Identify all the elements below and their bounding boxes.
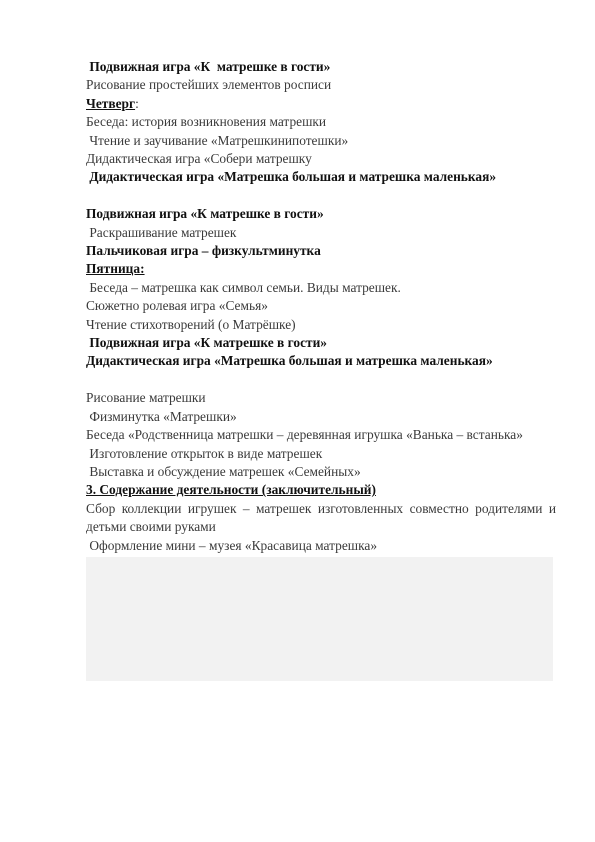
- activity-outdoor-game: Подвижная игра «К матрешке в гости»: [86, 206, 324, 222]
- document-body: [86, 58, 560, 573]
- activity-collection: Сбор коллекции игрушек – матрешек изготовленных совместно родителями и детьми своими руками: [86, 500, 560, 535]
- activity-drawing-elements: Рисование простейших элементов росписи: [86, 77, 332, 93]
- blank-line: [86, 187, 556, 205]
- activity-reading-poems: Чтение стихотворений (о Матрёшке): [86, 316, 296, 332]
- activity-didactic-big-small: Дидактическая игра «Матрешка большая и матрешка маленькая»: [86, 169, 497, 185]
- activity-exhibition: Выставка и обсуждение матрешек «Семейных»: [86, 463, 361, 479]
- activity-conversation-vanka: Беседа «Родственница матрешки – деревянная игрушка «Ванька – встанька»: [86, 427, 523, 443]
- day-heading-thursday-label: Четверг: [86, 95, 136, 111]
- activity-making-cards: Изготовление открыток в виде матрешек: [86, 445, 323, 461]
- blank-line: [86, 371, 556, 389]
- activity-conversation-history: Беседа: история возникновения матрешки: [86, 114, 327, 130]
- section-heading-final: 3. Содержание деятельности (заключительный): [86, 482, 376, 498]
- activity-didactic-assemble: Дидактическая игра «Собери матрешку: [86, 151, 312, 167]
- activity-physical-minute: Физминутка «Матрешки»: [86, 408, 237, 424]
- activity-coloring: Раскрашивание матрешек: [86, 224, 237, 240]
- day-heading-thursday: [86, 95, 556, 113]
- activity-didactic-big-small: Дидактическая игра «Матрешка большая и матрешка маленькая»: [86, 353, 493, 369]
- activity-reading-poems: Чтение и заучивание «Матрешкинипотешки»: [86, 132, 349, 148]
- activity-conversation-family-symbol: Беседа – матрешка как символ семьи. Виды матрешек.: [86, 279, 401, 295]
- activity-role-play: Сюжетно ролевая игра «Семья»: [86, 298, 268, 314]
- day-heading-thursday-colon: :: [135, 95, 139, 111]
- activity-finger-game: Пальчиковая игра – физкультминутка: [86, 243, 321, 259]
- activity-mini-museum: Оформление мини – музея «Красавица матрешка»: [86, 537, 378, 553]
- day-heading-friday: Пятница:: [86, 261, 145, 277]
- image-placeholder: [86, 557, 553, 681]
- activity-outdoor-game: Подвижная игра «К матрешке в гости»: [86, 335, 327, 351]
- activity-outdoor-game: Подвижная игра «К матрешке в гости»: [86, 59, 331, 74]
- activity-drawing-matryoshka: Рисование матрешки: [86, 390, 206, 406]
